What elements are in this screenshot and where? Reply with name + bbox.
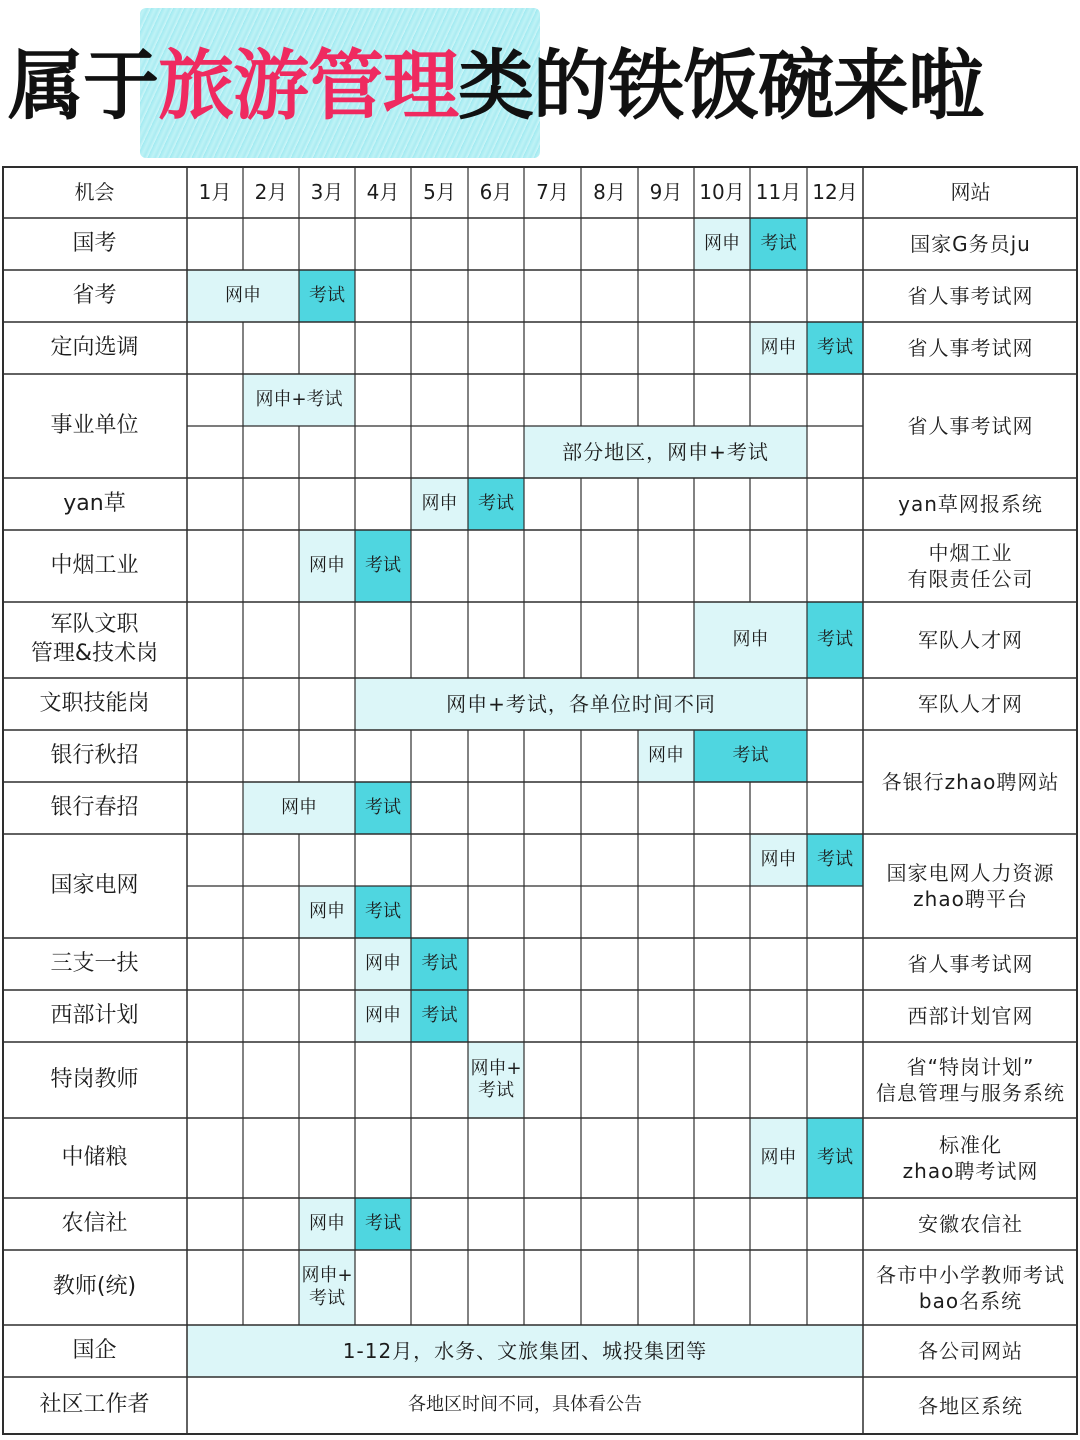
- row-website: 军队人才网: [918, 628, 1023, 652]
- application-period-bar: 网申+ 考试: [299, 1250, 355, 1325]
- row-label: 定向选调: [50, 334, 139, 360]
- row-website: 省“特岗计划” 信息管理与服务系统: [876, 1055, 1065, 1105]
- schedule-range-bar: 各地区时间不同，具体看公告: [187, 1377, 863, 1434]
- header-month: 7月: [536, 180, 569, 204]
- row-website: 各地区系统: [918, 1393, 1023, 1418]
- application-period-bar: 网申: [750, 322, 807, 374]
- header-opportunity: 机会: [74, 180, 115, 204]
- row-website: yan草网报系统: [898, 492, 1043, 516]
- exam-period-bar: 考试: [355, 1198, 411, 1250]
- application-period-bar: 网申: [355, 938, 411, 990]
- row-website: 安徽农信社: [918, 1212, 1023, 1236]
- application-period-bar: 网申: [411, 478, 468, 530]
- row-website: 各银行zhao聘网站: [881, 770, 1060, 794]
- application-period-bar: 网申: [750, 834, 807, 886]
- header-month: 2月: [254, 180, 288, 204]
- row-label: 社区工作者: [39, 1392, 150, 1418]
- row-website: 国家电网人力资源 zhao聘平台: [886, 861, 1055, 911]
- recruitment-calendar-table: [2, 166, 1078, 1440]
- row-label: 特岗教师: [50, 1066, 139, 1092]
- application-period-bar: 网申: [243, 782, 355, 834]
- row-label: 国家电网: [50, 872, 139, 898]
- row-website: 省人事考试网: [907, 414, 1034, 438]
- application-period-bar: 网申: [299, 886, 355, 938]
- header-month: 8月: [593, 180, 626, 204]
- application-period-bar: 网申: [187, 270, 299, 322]
- row-label: 银行秋招: [50, 742, 139, 768]
- row-website: 国家G务员ju: [910, 232, 1031, 256]
- application-period-bar: 网申: [694, 602, 807, 678]
- exam-period-bar: 考试: [807, 602, 863, 678]
- header-month: 12月: [812, 180, 858, 204]
- row-website: 军队人才网: [918, 692, 1023, 716]
- exam-period-bar: 考试: [807, 834, 863, 886]
- application-period-bar: 网申: [750, 1118, 807, 1198]
- schedule-range-bar: 部分地区，网申+考试: [524, 426, 807, 478]
- header-month: 3月: [310, 180, 344, 204]
- schedule-range-bar: 网申+考试，各单位时间不同: [355, 678, 807, 730]
- row-label: 事业单位: [50, 412, 139, 438]
- header-website: 网站: [950, 180, 991, 204]
- header-month: 1月: [198, 180, 232, 204]
- row-label: 国考: [72, 230, 117, 256]
- page-title: [8, 36, 1080, 136]
- row-label: 中烟工业: [50, 552, 139, 578]
- row-website: 标准化 zhao聘考试网: [902, 1133, 1039, 1183]
- header-month: 4月: [366, 180, 400, 204]
- exam-period-bar: 考试: [468, 478, 524, 530]
- row-label: 省考: [72, 282, 117, 308]
- header-month: 9月: [649, 180, 683, 204]
- row-label: 文职技能岗: [39, 690, 150, 716]
- exam-period-bar: 考试: [411, 938, 468, 990]
- title-prefix: 属于: [8, 41, 158, 130]
- header-month: 10月: [699, 180, 745, 204]
- application-period-bar: 网申: [299, 530, 355, 602]
- application-period-bar: 网申: [694, 218, 750, 270]
- row-website: 各市中小学教师考试 bao名系统: [876, 1262, 1065, 1313]
- row-label: 农信社: [61, 1210, 128, 1236]
- exam-period-bar: 考试: [750, 218, 807, 270]
- row-label: 三支一扶: [50, 950, 139, 976]
- header-month: 6月: [479, 180, 513, 204]
- exam-period-bar: 考试: [807, 1118, 863, 1198]
- application-period-bar: 网申: [638, 730, 694, 782]
- exam-period-bar: 考试: [299, 270, 355, 322]
- row-label: yan草: [63, 490, 126, 516]
- row-website: 省人事考试网: [907, 336, 1034, 360]
- row-website: 中烟工业 有限责任公司: [907, 541, 1034, 591]
- exam-period-bar: 考试: [807, 322, 863, 374]
- header-month: 5月: [423, 180, 456, 204]
- header-month: 11月: [755, 180, 802, 204]
- row-label: 中储粮: [61, 1144, 128, 1170]
- row-label: 国企: [72, 1337, 117, 1363]
- application-period-bar: 网申: [355, 990, 411, 1042]
- row-website: 省人事考试网: [907, 284, 1034, 308]
- exam-period-bar: 考试: [411, 990, 468, 1042]
- title-banner: [0, 0, 1080, 160]
- row-website: 省人事考试网: [907, 952, 1034, 976]
- schedule-range-bar: 1-12月，水务、文旅集团、城投集团等: [187, 1325, 863, 1377]
- title-suffix: 类的铁饭碗来啦: [458, 41, 983, 130]
- row-label: 银行春招: [50, 794, 139, 820]
- exam-period-bar: 考试: [355, 886, 411, 938]
- row-website: 各公司网站: [918, 1339, 1023, 1363]
- row-label: 教师(统): [52, 1274, 137, 1300]
- application-period-bar: 网申+ 考试: [468, 1042, 524, 1118]
- row-label: 军队文职 管理&技术岗: [30, 612, 159, 666]
- title-highlight: 旅游管理: [158, 41, 458, 130]
- exam-period-bar: 考试: [355, 782, 411, 834]
- row-label: 西部计划: [50, 1002, 139, 1028]
- exam-period-bar: 考试: [694, 730, 807, 782]
- exam-period-bar: 考试: [355, 530, 411, 602]
- row-website: 西部计划官网: [907, 1004, 1034, 1028]
- application-period-bar: 网申+考试: [243, 374, 355, 426]
- application-period-bar: 网申: [299, 1198, 355, 1250]
